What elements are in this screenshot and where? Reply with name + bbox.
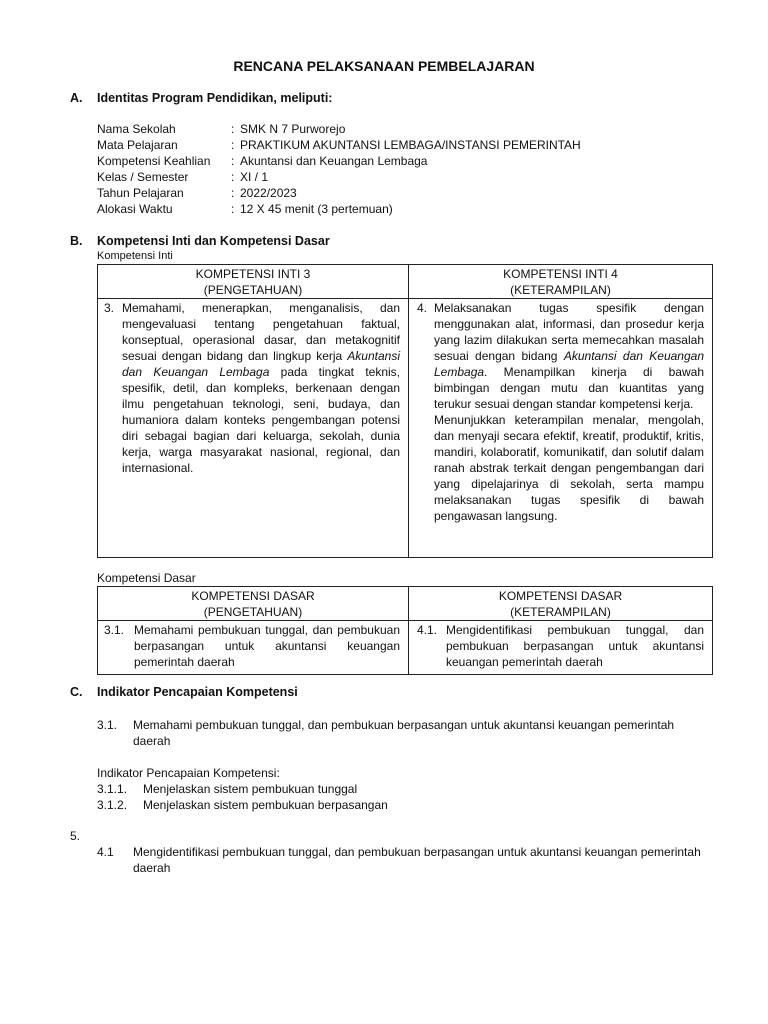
section-a-heading (70, 91, 670, 107)
identity-separator: : (231, 186, 235, 200)
indicator-text-continued: daerah (133, 861, 171, 875)
header-line: (PENGETAHUAN) (203, 283, 303, 297)
text-run: Memahami, menerapkan, menganalisis, dan mengevaluasi tentang pengetahuan faktual, konseptual, operasional dasar, dan metakognitif sesuai dengan bidang dan lingkup kerja (122, 301, 400, 363)
item-number: 4.1. (417, 623, 438, 637)
text-run: . Menampilkan kinerja di bawah bimbingan dengan mutu dan kuantitas yang terukur sesuai dengan standar kompetensi kerja. (434, 365, 704, 411)
identity-value: PRAKTIKUM AKUNTANSI LEMBAGA/INSTANSI PEMERINTAH (240, 138, 581, 152)
table-header-cell (98, 265, 409, 299)
identity-separator: : (231, 154, 235, 168)
identity-label: Nama Sekolah (97, 122, 176, 136)
section-a-letter: A. (70, 91, 83, 105)
section-b-heading (70, 234, 670, 250)
identity-value: Akuntansi dan Keuangan Lembaga (240, 154, 428, 168)
identity-label: Kelas / Semester (97, 170, 189, 184)
kd4-text: Mengidentifikasi pembukuan tunggal, dan pembukuan berpasangan untuk akuntansi keuangan pemerintah daerah (446, 623, 704, 669)
identity-separator: : (231, 122, 235, 136)
table-row (98, 299, 713, 558)
identity-label: Kompetensi Keahlian (97, 154, 211, 168)
section-b-letter: B. (70, 234, 83, 248)
sub-indicator-text: Menjelaskan sistem pembukuan berpasangan (143, 798, 388, 812)
list-number: 5. (70, 829, 81, 843)
section-c-letter: C. (70, 685, 83, 699)
identity-value: XI / 1 (240, 170, 269, 184)
text-run-italic: Akuntansi dan Keuangan Lembaga (122, 349, 400, 379)
identity-label: Mata Pelajaran (97, 138, 178, 152)
document-title: RENCANA PELAKSANAAN PEMBELAJARAN (233, 58, 535, 74)
header-line: (KETERAMPILAN) (510, 605, 611, 619)
indicator-item (97, 717, 717, 733)
section-b-title: Kompetensi Inti dan Kompetensi Dasar (97, 234, 330, 248)
identity-label: Alokasi Waktu (97, 202, 173, 216)
header-line: KOMPETENSI DASAR (498, 589, 623, 603)
table-row (98, 621, 713, 675)
sub-indicator (97, 781, 497, 797)
item-number: 4. (417, 301, 428, 315)
text-run: pada tingkat teknis, spesifik, detil, dan kompleks, berkenaan dengan ilmu pengetahuan teknologi, seni, budaya, dan humaniora dalam konteks pengembangan potensi diri sebagai bagian dari keluarga, sekolah, dunia kerja, warga masyarakat nasional, regional, dan internasional. (122, 365, 400, 475)
kompetensi-dasar-table (97, 586, 713, 675)
header-line: KOMPETENSI DASAR (191, 589, 315, 603)
table-header-cell (409, 587, 713, 621)
text-run: Menunjukkan keterampilan menalar, mengolah, dan menyaji secara efektif, kreatif, produktif, kritis, mandiri, kolaboratif, komunikatif, dan solutif dalam ranah abstrak terkait dengan pengembangan dari yang dipelajarinya di sekolah, serta mampu melaksanakan tugas spesifik di bawah pengawasan langsung. (434, 413, 704, 523)
table-header-row (98, 265, 713, 299)
ki3-text (122, 300, 400, 476)
table-cell (409, 299, 713, 558)
header-line: KOMPETENSI INTI 4 (503, 267, 618, 281)
table-cell (98, 299, 409, 558)
table-cell (98, 621, 409, 675)
indicator-text-continued: daerah (133, 734, 171, 748)
table-cell (409, 621, 713, 675)
sub-indicator (97, 797, 497, 813)
header-line: (KETERAMPILAN) (510, 283, 611, 297)
identity-separator: : (231, 202, 235, 216)
indicator-text: Mengidentifikasi pembukuan tunggal, dan pembukuan berpasangan untuk akuntansi keuangan pemerintah (133, 845, 701, 859)
ki4-text (434, 300, 704, 524)
kompetensi-inti-table (97, 264, 713, 558)
section-c-title: Indikator Pencapaian Kompetensi (97, 685, 298, 699)
header-line: KOMPETENSI INTI 3 (195, 267, 311, 281)
item-number: 3.1. (104, 623, 125, 637)
item-number: 3. (104, 301, 115, 315)
item-number: 3.1.1. (97, 782, 128, 796)
item-number: 3.1.2. (97, 798, 128, 812)
text-run-italic: Akuntansi dan Keuangan Lembaga (434, 349, 704, 379)
section-c-heading (70, 685, 670, 701)
identity-separator: : (231, 138, 235, 152)
kd-label: Kompetensi Dasar (97, 571, 196, 585)
identity-value: SMK N 7 Purworejo (240, 122, 346, 136)
section-a-title: Identitas Program Pendidikan, meliputi: (97, 91, 333, 105)
item-number: 4.1 (97, 845, 114, 859)
ipk-label: Indikator Pencapaian Kompetensi: (97, 766, 280, 780)
sub-indicator-text: Menjelaskan sistem pembukuan tunggal (143, 782, 358, 796)
table-header-cell (409, 265, 713, 299)
kd3-text: Memahami pembukuan tunggal, dan pembukuan berpasangan untuk akuntansi keuangan pemerintah daerah (134, 623, 400, 669)
text-run: Melaksanakan tugas spesifik dengan menggunakan alat, informasi, dan prosedur kerja yang lazim dilakukan serta memecahkan masalah sesuai dengan bidang (434, 301, 704, 363)
table-header-cell (98, 587, 409, 621)
indicator-item (97, 844, 747, 860)
item-number: 3.1. (97, 718, 118, 732)
identity-label: Tahun Pelajaran (97, 186, 184, 200)
identity-value: 2022/2023 (240, 186, 297, 200)
header-line: (PENGETAHUAN) (203, 605, 303, 619)
indicator-text: Memahami pembukuan tunggal, dan pembukuan berpasangan untuk akuntansi keuangan pemerintah (133, 718, 675, 732)
table-header-row (98, 587, 713, 621)
identity-value: 12 X 45 menit (3 pertemuan) (240, 202, 393, 216)
identity-separator: : (231, 170, 235, 184)
ki-label: Kompetensi Inti (97, 250, 173, 262)
